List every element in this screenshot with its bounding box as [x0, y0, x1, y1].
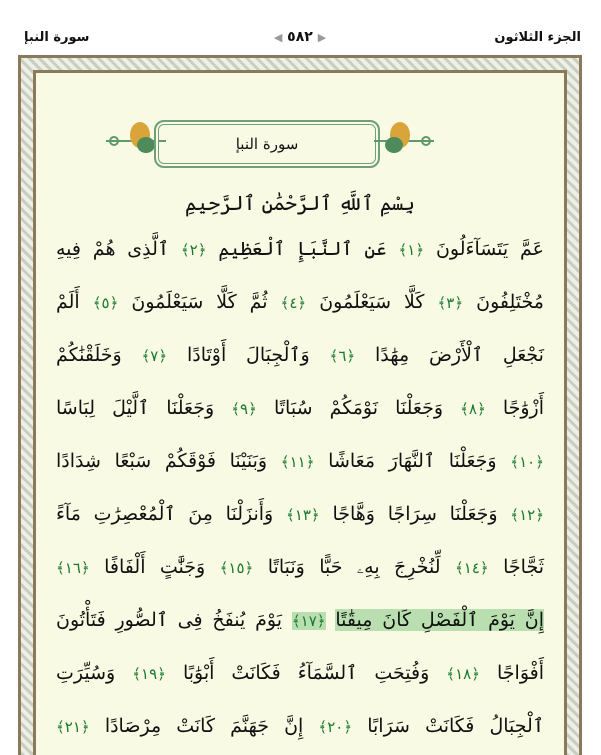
verse-text[interactable]: ٱلَّذِى هُمْ فِيهِ: [56, 238, 170, 260]
verse-text[interactable]: وَفُتِحَتِ ٱلسَّمَآءُ فَكَانَتْ أَبْوَٰبًا: [182, 662, 430, 684]
verse-text[interactable]: يَوْمَ يُنفَخُ فِى ٱلصُّورِ فَتَأْتُونَ: [56, 609, 283, 631]
verse-text[interactable]: وَجَعَلْنَا ٱلنَّهَارَ مَعَاشًا: [328, 450, 497, 472]
ayah-number-marker[interactable]: ﴿١٥﴾: [219, 559, 254, 577]
ayah-number-marker[interactable]: ﴿٢﴾: [180, 241, 207, 259]
page-frame: [18, 55, 582, 755]
text-line: [56, 488, 544, 541]
verse-text[interactable]: إِنَّ يَوْمَ ٱلْفَصْلِ كَانَ مِيقَٰتًا: [335, 609, 544, 631]
mushaf-page: [36, 73, 564, 755]
quran-text: [56, 223, 544, 753]
verse-text[interactable]: ثَجَّاجًا: [503, 556, 545, 578]
verse-text[interactable]: وَبَنَيْنَا فَوْقَكُمْ سَبْعًا شِدَادًا: [56, 450, 268, 472]
verse-text[interactable]: ٱلْجِبَالُ فَكَانَتْ سَرَابًا: [367, 715, 544, 737]
juz-label: الجزء الثلاثون: [494, 30, 581, 45]
text-line: [56, 700, 544, 753]
ayah-number-marker[interactable]: ﴿١١﴾: [280, 453, 315, 471]
verse-text[interactable]: عَمَّ يَتَسَآءَلُونَ: [435, 238, 544, 260]
sura-label: سورة النبإ: [24, 30, 90, 45]
sura-title-banner: سورة النبإ: [154, 120, 380, 168]
ayah-number-marker[interactable]: ﴿٧﴾: [141, 347, 168, 365]
ayah-number-marker[interactable]: ﴿٢٠﴾: [318, 718, 353, 736]
text-line: [56, 276, 544, 329]
ayah-number-marker[interactable]: ﴿١٦﴾: [56, 559, 90, 577]
ornament-right-icon: [374, 115, 434, 167]
page-header: [0, 28, 601, 50]
text-line: [56, 541, 544, 594]
verse-text[interactable]: وَجَنَّٰتٍ أَلْفَافًا: [104, 556, 206, 578]
verse-text[interactable]: وَٱلْجِبَالَ أَوْتَادًا: [186, 344, 310, 366]
verse-text[interactable]: وَأَنزَلْنَا مِنَ ٱلْمُعْصِرَٰتِ مَآءً: [56, 503, 274, 525]
ayah-number-marker[interactable]: ﴿٨﴾: [460, 400, 486, 418]
verse-text[interactable]: مُخْتَلِفُونَ: [476, 291, 544, 313]
verse-text[interactable]: لِّنُخْرِجَ بِهِۦ حَبًّا وَنَبَاتًا: [267, 556, 441, 578]
ayah-number-marker[interactable]: ﴿٩﴾: [231, 400, 257, 418]
ayah-number-marker[interactable]: ﴿١٨﴾: [446, 665, 480, 683]
text-line: [56, 647, 544, 700]
verse-text[interactable]: وَسُيِّرَتِ: [56, 662, 116, 684]
verse-text[interactable]: وَجَعَلْنَا نَوْمَكُمْ سُبَاتًا: [273, 397, 443, 419]
ayah-number-marker[interactable]: ﴿١﴾: [398, 241, 425, 259]
verse-text[interactable]: إِنَّ جَهَنَّمَ كَانَتْ مِرْصَادًا: [104, 715, 304, 737]
ayah-number-marker[interactable]: ﴿٣﴾: [437, 294, 464, 312]
verse-text[interactable]: وَخَلَقْنَٰكُمْ: [56, 344, 122, 366]
verse-text[interactable]: أَفْوَاجًا: [497, 662, 544, 684]
page-number: ٥٨٢: [287, 29, 313, 45]
text-line: [56, 594, 544, 647]
verse-text[interactable]: أَلَمْ: [56, 291, 80, 313]
verse-text[interactable]: عَنِ ٱلنَّبَإِ ٱلْعَظِيمِ: [218, 238, 387, 260]
verse-text[interactable]: وَجَعَلْنَا ٱلَّيْلَ لِبَاسًا: [56, 397, 215, 419]
ayah-number-marker[interactable]: ﴿٦﴾: [329, 347, 356, 365]
ayah-number-marker[interactable]: ﴿١٢﴾: [510, 506, 545, 524]
verse-text[interactable]: كَلَّا سَيَعْلَمُونَ: [319, 291, 425, 313]
ayah-number-marker[interactable]: ﴿٥﴾: [92, 294, 119, 312]
text-line: [56, 435, 544, 488]
text-line: [56, 382, 544, 435]
verse-text[interactable]: أَزْوَٰجًا: [502, 397, 545, 419]
text-line: [56, 329, 544, 382]
verse-text[interactable]: وَجَعَلْنَا سِرَاجًا وَهَّاجًا: [332, 503, 498, 525]
verse-text[interactable]: ثُمَّ كَلَّا سَيَعْلَمُونَ: [131, 291, 268, 313]
page-navigator: [260, 29, 340, 45]
ayah-number-marker[interactable]: ﴿١٧﴾: [291, 612, 326, 630]
basmala: بِسْمِ ٱللَّهِ ٱلرَّحْمَٰنِ ٱلرَّحِيمِ: [184, 191, 415, 215]
ayah-number-marker[interactable]: ﴿٤﴾: [280, 294, 307, 312]
verse-text[interactable]: نَجْعَلِ ٱلْأَرْضَ مِهَٰدًا: [374, 344, 544, 366]
next-page-arrow-icon[interactable]: ▶: [317, 31, 327, 44]
ayah-number-marker[interactable]: ﴿١٠﴾: [510, 453, 544, 471]
ayah-number-marker[interactable]: ﴿١٩﴾: [132, 665, 166, 683]
prev-page-arrow-icon[interactable]: ◀: [273, 31, 283, 44]
ayah-number-marker[interactable]: ﴿٢١﴾: [56, 718, 90, 736]
ayah-number-marker[interactable]: ﴿١٤﴾: [454, 559, 489, 577]
ayah-number-marker[interactable]: ﴿١٣﴾: [285, 506, 320, 524]
text-line: [56, 223, 544, 276]
